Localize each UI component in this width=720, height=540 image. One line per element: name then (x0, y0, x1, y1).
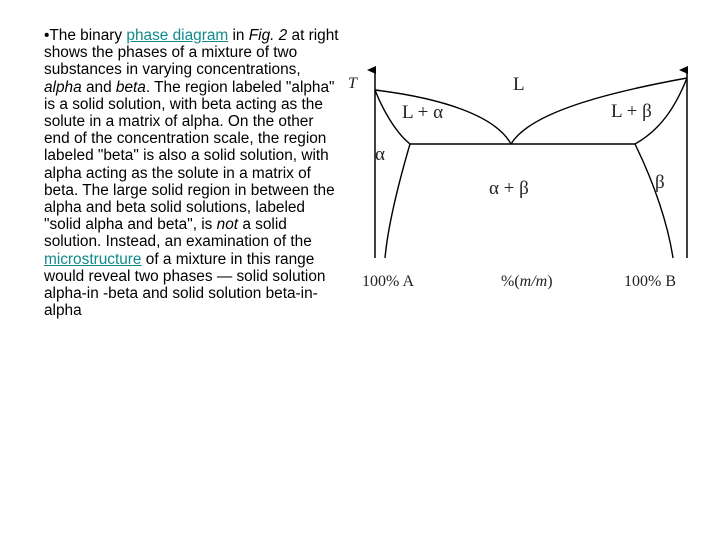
x-label-mid-units: m/m (519, 273, 548, 290)
phase-diagram-link[interactable]: phase diagram (126, 27, 229, 44)
liquidus-right (511, 78, 687, 144)
x-label-mid-suffix: ) (547, 273, 553, 290)
beta-term: beta (115, 78, 146, 96)
region-alpha-label: α (375, 144, 385, 165)
description-text (44, 27, 340, 319)
y-axis-label: T (348, 75, 357, 92)
region-l-alpha-label: L + α (402, 102, 444, 123)
region-l-beta-label: L + β (611, 101, 652, 122)
solvus-right (635, 144, 673, 258)
not-emphasis: not (216, 216, 239, 234)
text-segment: and (81, 78, 116, 96)
region-beta-label: β (655, 172, 665, 193)
region-alpha-beta-label: α + β (489, 178, 529, 199)
x-label-right: 100% B (624, 273, 676, 290)
figure-reference: Fig. 2 (248, 27, 288, 44)
phase-diagram (340, 60, 720, 300)
x-label-left: 100% A (362, 273, 414, 290)
solvus-left (385, 144, 410, 258)
text-segment: The binary (49, 27, 127, 44)
text-segment: in (228, 27, 249, 44)
x-label-mid-prefix: %( (501, 273, 520, 290)
alpha-term: alpha (44, 78, 82, 96)
text-segment: . The region labeled "alpha" is a solid solution, with beta acting as the solute in a matrix of alpha. On the other end of the concentration scale, the region labeled "beta" is also a solid solution, with alpha acting as the solute in a matrix of beta. The large solid region in between the alpha and beta solid solutions, labeled "solid alpha and beta", is (44, 78, 335, 234)
microstructure-link[interactable]: microstructure (44, 250, 142, 268)
description-paragraph (44, 27, 340, 319)
text-segment: a solid solution. Instead, an examination of the (44, 216, 312, 251)
text-segment: at right shows the phases of a mixture of two substances in varying concentrations, (44, 27, 339, 79)
region-liquid-label: L (513, 74, 525, 95)
x-label-mid (501, 273, 553, 290)
bullet: • (44, 27, 50, 44)
text-segment: of a mixture in this range would reveal two phases — solid solution alpha-in -beta and solid solution beta-in-alpha (44, 250, 326, 320)
